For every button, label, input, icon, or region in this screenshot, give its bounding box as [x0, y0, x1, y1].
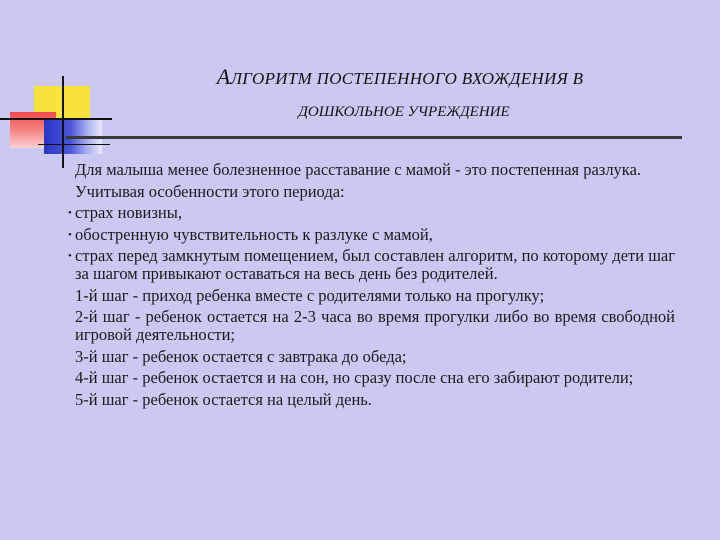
bullet-item: • страх новизны, — [75, 204, 675, 222]
title-underline — [66, 136, 682, 139]
title-initial-cap: А — [216, 64, 231, 89]
decor-vertical-line — [62, 76, 64, 168]
body-paragraph: 2-й шаг - ребенок остается на 2-3 часа во время прогулки либо во время свободной игровой деятельности; — [75, 307, 675, 344]
body-paragraph: 5-й шаг - ребенок остается на целый день. — [75, 389, 372, 409]
body-paragraph: 3-й шаг - ребенок остается с завтрака до обеда; — [75, 346, 407, 366]
decor-horizontal-line — [0, 118, 112, 120]
title-line-1-text: ЛГОРИТМ ПОСТЕПЕННОГО ВХОЖДЕНИЯ В — [230, 69, 584, 88]
bullet-item: • страх перед замкнутым помещением, был составлен алгоритм, по которому дети шаг за шагом привыкают оставаться на весь день без родителей. — [75, 247, 675, 283]
body-paragraph: 1-й шаг - приход ребенка вместе с родителями только на прогулку; — [75, 285, 545, 305]
decor-horizontal-line-short — [38, 144, 110, 145]
bullet-item: • обостренную чувствительность к разлуке с мамой, — [75, 226, 675, 244]
body-paragraph: 4-й шаг - ребенок остается и на сон, но сразу после сна его забирают родители; — [75, 368, 634, 387]
slide-title — [120, 64, 680, 121]
body-paragraph: Для малыша менее болезненное расставание с мамой - это постепенная разлука. — [75, 160, 642, 179]
slide-body — [75, 161, 675, 412]
title-line-2: ДОШКОЛЬНОЕ УЧРЕЖДЕНИЕ — [298, 104, 510, 120]
title-line-1 — [120, 64, 680, 90]
body-paragraph: Учитывая особенности этого периода: — [75, 181, 345, 201]
